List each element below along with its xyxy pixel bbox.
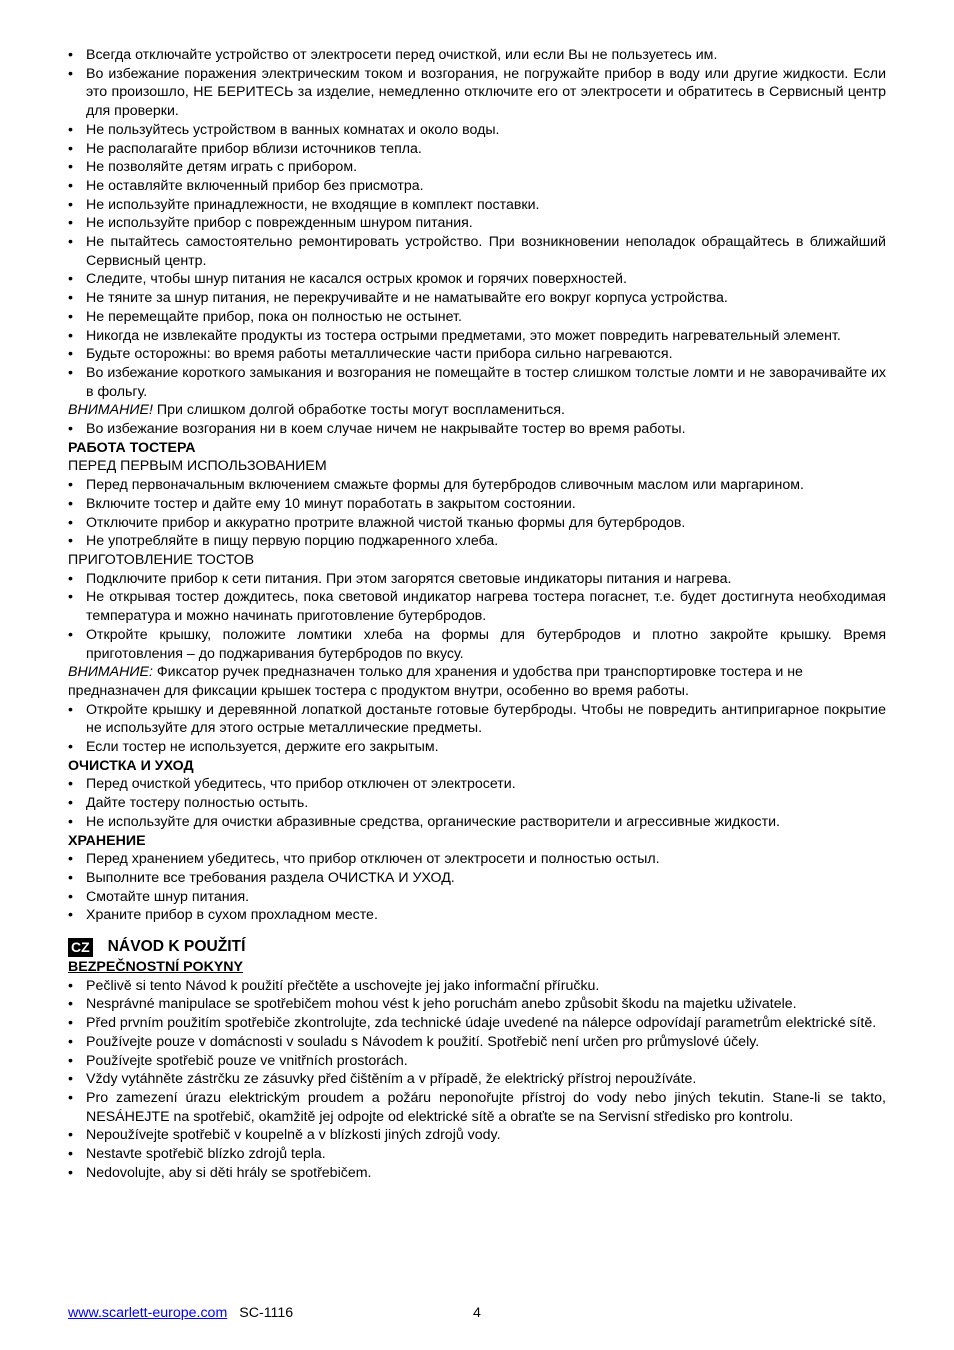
list-item: • Перед хранением убедитесь, что прибор отключен от электросети и полностью остыл. (68, 850, 886, 869)
warning-label: ВНИМАНИЕ! (68, 402, 153, 419)
ru-safety-last (68, 420, 886, 439)
list-item: • Не позволяйте детям играть с прибором. (68, 158, 886, 177)
list-item: • Включите тостер и дайте ему 10 минут поработать в закрытом состоянии. (68, 495, 886, 514)
note-text: Фиксатор ручек предназначен только для хранения и удобства при транспортировке тостера и не предназначен для фиксации крышек тостера с продуктом внутри, особенно во время работы. (68, 664, 803, 699)
list-item: • Не используйте для очистки абразивные средства, органические растворители и агрессивные жидкости. (68, 813, 886, 832)
list-item: • Před prvním použitím spotřebiče zkontrolujte, zda technické údaje uvedené na nálepce odpovídají parametrům elektrické sítě. (68, 1014, 886, 1033)
ru-toasting-list (68, 570, 886, 664)
list-item: • Не располагайте прибор вблизи источников тепла. (68, 140, 886, 159)
list-item: • Nepoužívejte spotřebič v koupelně a v blízkosti jiných zdrojů vody. (68, 1126, 886, 1145)
list-item: • Перед очисткой убедитесь, что прибор отключен от электросети. (68, 775, 886, 794)
list-item: • Всегда отключайте устройство от электросети перед очисткой, или если Вы не пользуетесь им. (68, 46, 886, 65)
cz-title-text: NÁVOD K POUŽITÍ (107, 938, 246, 956)
list-item: • Не пытайтесь самостоятельно ремонтировать устройство. При возникновении неполадок обращайтесь в ближайший Сервисный центр. (68, 233, 886, 270)
model-number: SC-1116 (239, 1305, 294, 1321)
page-number: 4 (473, 1305, 481, 1321)
list-item: • Не пользуйтесь устройством в ванных комнатах и около воды. (68, 121, 886, 140)
ru-safety-warning (68, 401, 886, 420)
list-item: • Перед первоначальным включением смажьте формы для бутербродов сливочным маслом или маргарином. (68, 476, 886, 495)
list-item: • Nestavte spotřebič blízko zdrojů tepla. (68, 1145, 886, 1164)
list-item: • Во избежание поражения электрическим током и возгорания, не погружайте прибор в воду или другие жидкости. Если это произошло, НЕ БЕРИТЕСЬ за изделие, немедленно отключите его от электросети и обратитесь в Сервисный центр для проверки. (68, 65, 886, 121)
ru-first-use-list (68, 476, 886, 551)
list-item: • Подключите прибор к сети питания. При этом загорятся световые индикаторы питания и нагрева. (68, 570, 886, 589)
list-item: • Používejte spotřebič pouze ve vnitřních prostorách. (68, 1052, 886, 1071)
list-item: • Если тостер не используется, держите его закрытым. (68, 738, 886, 757)
ru-cleaning-list (68, 775, 886, 831)
list-item: • Откройте крышку и деревянной лопаткой достаньте готовые бутерброды. Чтобы не повредить антипригарное покрытие не используйте для этого острые металлические предметы. (68, 701, 886, 738)
list-item: • Никогда не извлекайте продукты из тостера острыми предметами, это может повредить нагревательный элемент. (68, 327, 886, 346)
list-item: • Vždy vytáhněte zástrčku ze zásuvky před čištěním a v případě, že elektrický přístroj nepoužíváte. (68, 1070, 886, 1089)
list-item: • Не открывая тостер дождитесь, пока световой индикатор нагрева тостера погаснет, т.е. будет достигнута необходимая температура и можно начинать приготовление бутербродов. (68, 588, 886, 625)
list-item: • Používejte pouze v domácnosti v souladu s Návodem k použití. Spotřebič není určen pro průmyslové účely. (68, 1033, 886, 1052)
cz-language-badge: CZ (68, 938, 93, 957)
list-item: • Nesprávné manipulace se spotřebičem mohou vést k jeho poruchám anebo způsobit škodu na majetku uživatele. (68, 995, 886, 1014)
list-item: • Не используйте прибор с поврежденным шнуром питания. (68, 214, 886, 233)
list-item: • Дайте тостеру полностью остыть. (68, 794, 886, 813)
ru-toasting-title: ПРИГОТОВЛЕНИЕ ТОСТОВ (68, 551, 255, 568)
list-item: • Отключите прибор и аккуратно протрите влажной чистой тканью формы для бутербродов. (68, 514, 886, 533)
page-footer (68, 1304, 886, 1322)
ru-operation-heading: РАБОТА ТОСТЕРА (68, 439, 196, 456)
list-item: • Храните прибор в сухом прохладном месте. (68, 906, 886, 925)
list-item: • Не перемещайте прибор, пока он полностью не остынет. (68, 308, 886, 327)
list-item: • Pečlivě si tento Návod k použití přečtěte a uschovejte jej jako informační příručku. (68, 977, 886, 996)
list-item: • Во избежание короткого замыкания и возгорания не помещайте в тостер слишком толстые ломти и не заворачивайте их в фольгу. (68, 364, 886, 401)
warning-text: При слишком долгой обработке тосты могут воспламениться. (152, 402, 565, 419)
list-item: • Следите, чтобы шнур питания не касался острых кромок и горячих поверхностей. (68, 270, 886, 289)
ru-storage-list (68, 850, 886, 925)
ru-toasting-list-after (68, 701, 886, 757)
document-body (68, 46, 886, 1182)
list-item: • Не употребляйте в пищу первую порцию поджаренного хлеба. (68, 532, 886, 551)
ru-toasting-note (68, 663, 886, 700)
ru-storage-heading: ХРАНЕНИЕ (68, 832, 146, 849)
list-item: • Во избежание возгорания ни в коем случае ничем не накрывайте тостер во время работы. (68, 420, 886, 439)
ru-first-use-title: ПЕРЕД ПЕРВЫМ ИСПОЛЬЗОВАНИЕМ (68, 458, 327, 475)
ru-cleaning-heading: ОЧИСТКА И УХОД (68, 757, 194, 774)
cz-safety-heading: BEZPEČNOSTNÍ POKYNY (68, 959, 244, 976)
ru-safety-list (68, 46, 886, 401)
list-item: • Откройте крышку, положите ломтики хлеба на формы для бутербродов и плотно закройте крышку. Время приготовления – до поджаривания бутербродов по вкусу. (68, 626, 886, 663)
list-item: • Pro zamezení úrazu elektrickým proudem a požáru neponořujte přístroj do vody nebo jiných tekutin. Stane-li se takto, NESÁHEJTE na spotřebič, okamžitě jej odpojte od elektrické sítě a obraťte se na Servisní středisko pro kontrolu. (68, 1089, 886, 1126)
cz-section-title (68, 936, 886, 958)
list-item: • Смотайте шнур питания. (68, 888, 886, 907)
list-item: • Не используйте принадлежности, не входящие в комплект поставки. (68, 196, 886, 215)
note-label: ВНИМАНИЕ: (68, 664, 153, 681)
website-link[interactable]: www.scarlett-europe.com (68, 1305, 228, 1321)
cz-safety-list (68, 977, 886, 1183)
list-item: • Nedovolujte, aby si děti hrály se spotřebičem. (68, 1164, 886, 1183)
list-item: • Не оставляйте включенный прибор без присмотра. (68, 177, 886, 196)
list-item: • Выполните все требования раздела ОЧИСТКА И УХОД. (68, 869, 886, 888)
list-item: • Будьте осторожны: во время работы металлические части прибора сильно нагреваются. (68, 345, 886, 364)
list-item: • Не тяните за шнур питания, не перекручивайте и не наматывайте его вокруг корпуса устройства. (68, 289, 886, 308)
